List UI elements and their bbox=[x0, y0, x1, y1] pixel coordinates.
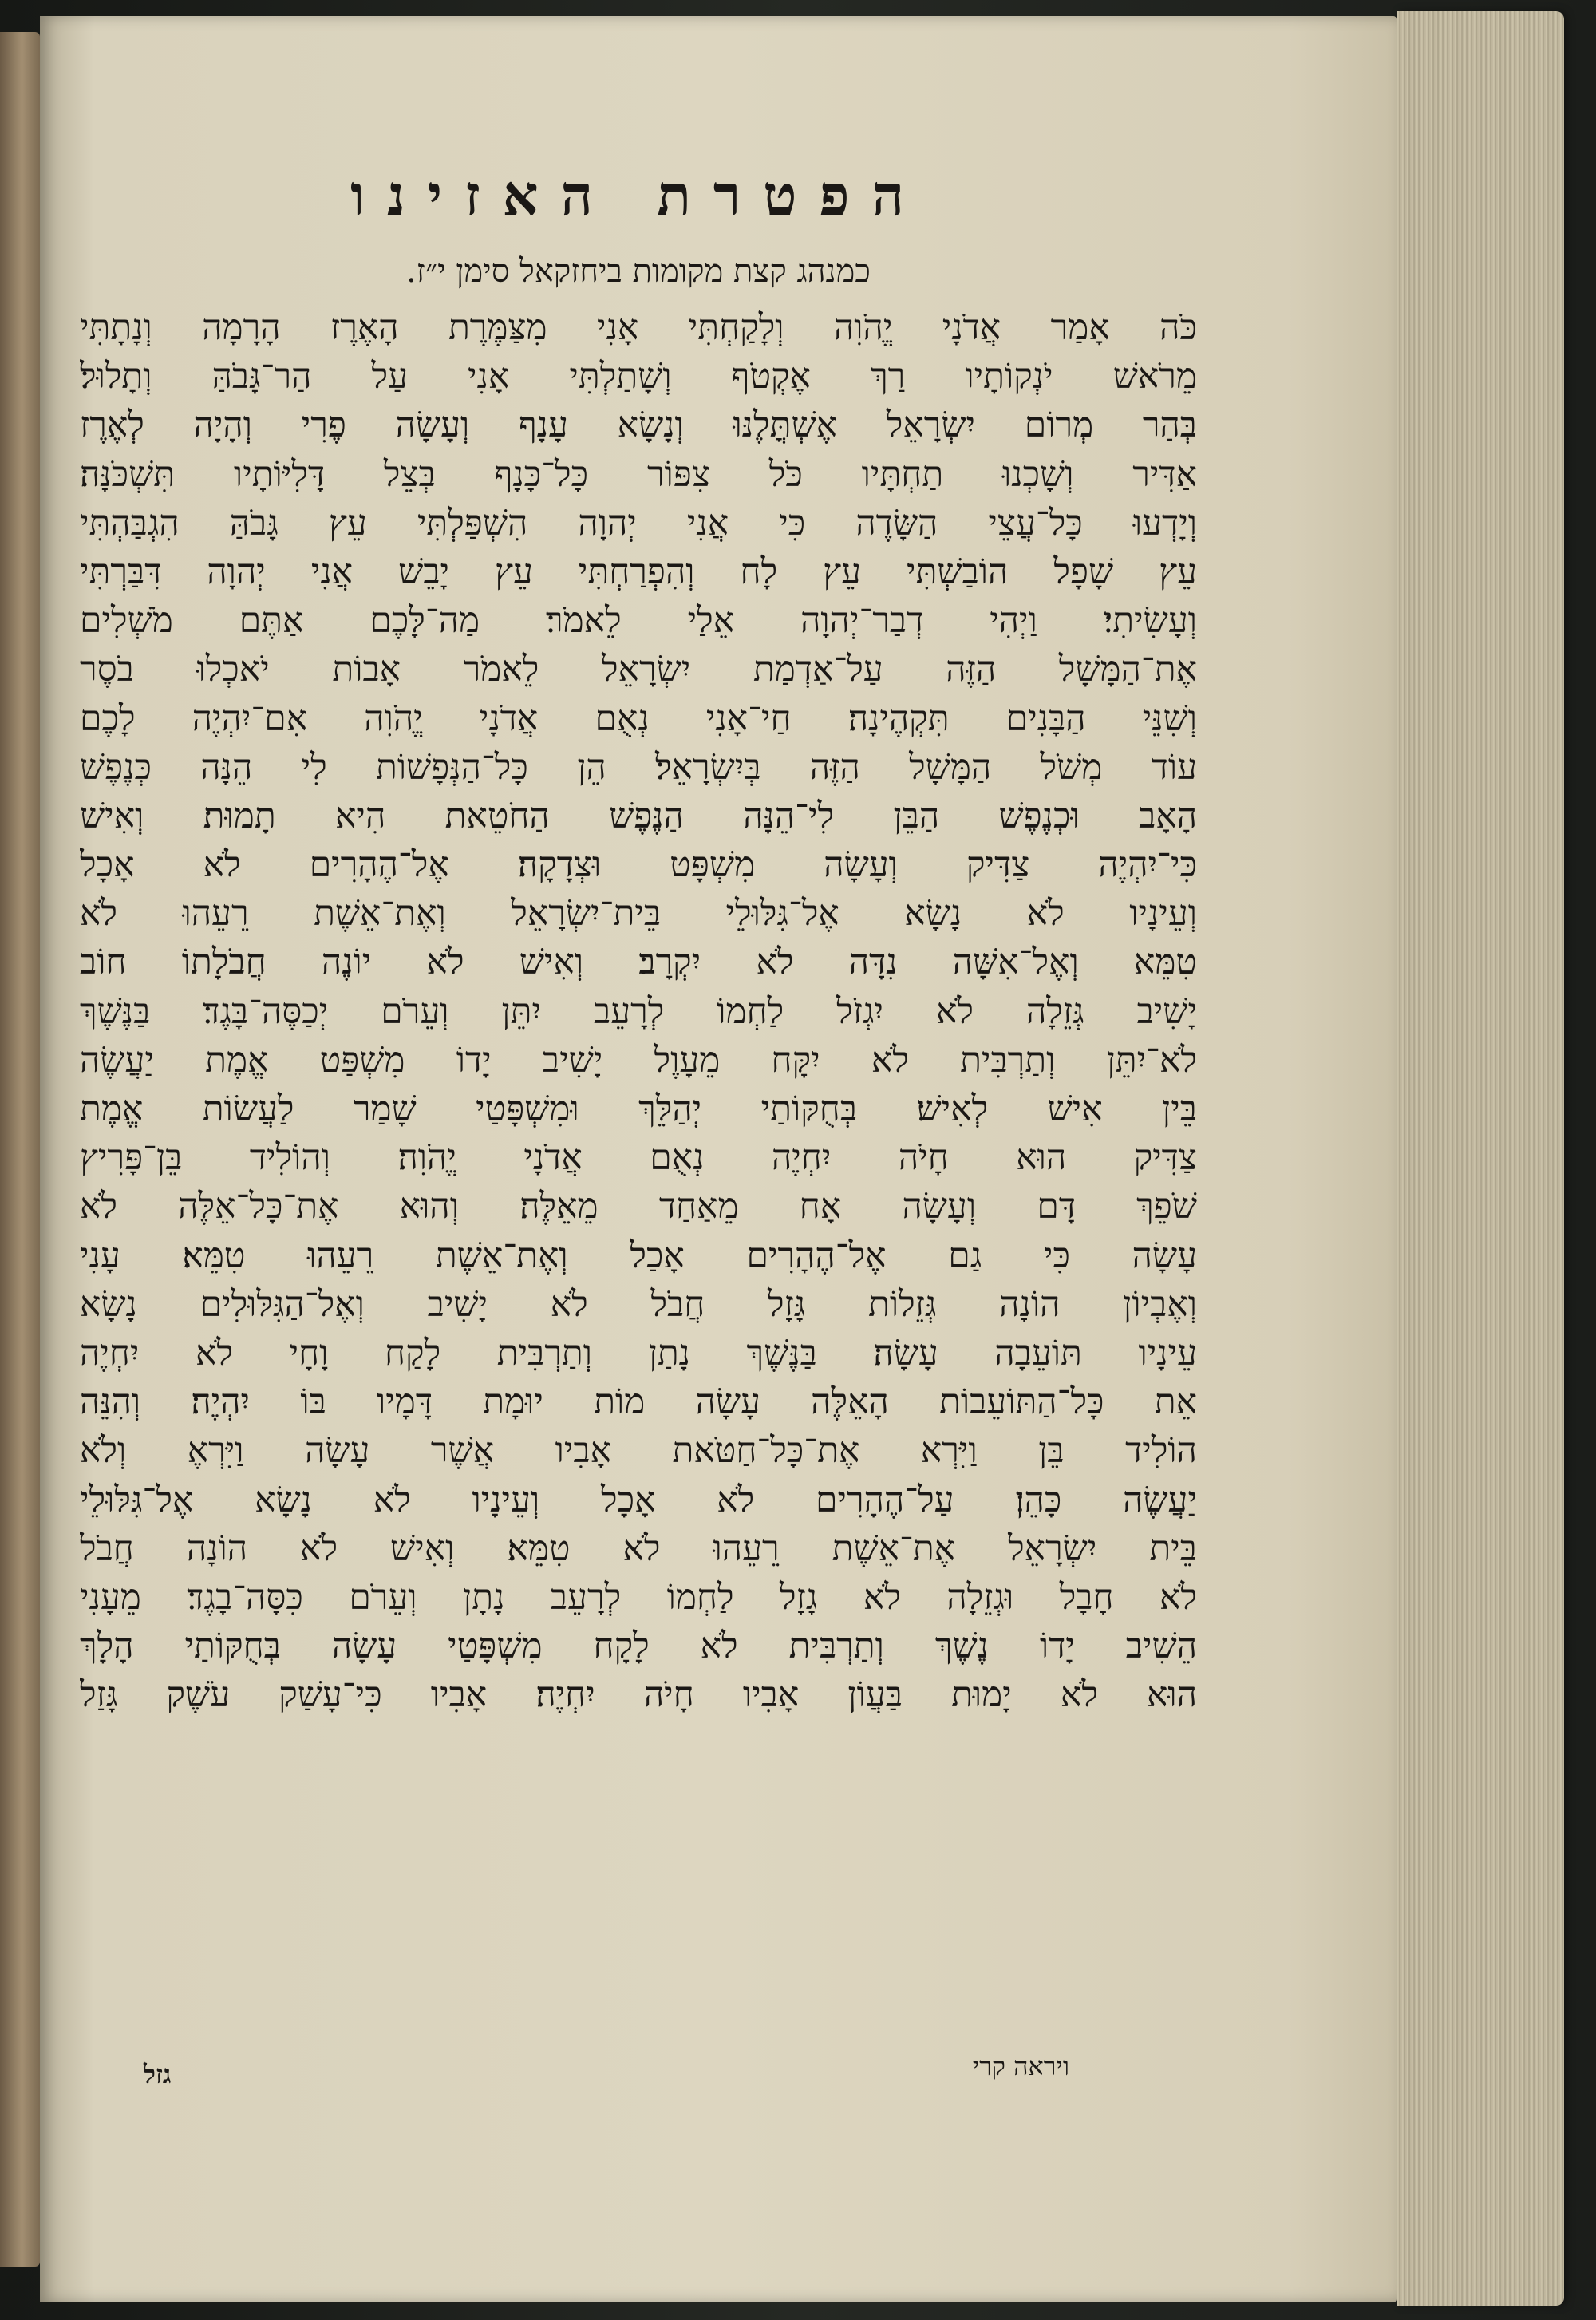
text-line: לֹא־יִתֵּן וְתַרְבִּית לֹא יִקָּח מֵעָוֶל יָשִׁיב יָדוֹ מִשְׁפַּט אֱמֶת יַעֲשֶׂה bbox=[80, 1039, 1197, 1081]
text-line: לֹא חָבָל וּגְזֵלָה לֹא גָזָל לַחְמוֹ לְרָעֵב נָתָן וְעֵרֹם כִּסָּה־בָגֶד׃ מֵעָנִי bbox=[80, 1576, 1197, 1618]
text-line: בֵּין אִישׁ לְאִישׁ׃ בְּחֻקּוֹתַי יְהַלֵּךְ וּמִשְׁפָּטַי שָׁמַר לַעֲשׂוֹת אֱמֶת bbox=[80, 1089, 1197, 1129]
text-line: וְעָשִׂיתִי׃ וַיְהִי דְבַר־יְהוָה אֵלַי לֵאמֹר׃ מַה־לָּכֶם אַתֶּם מֹשְׁלִים bbox=[80, 600, 1197, 642]
catchword: גזל bbox=[144, 2059, 172, 2089]
text-line: עֵינָיו תּוֹעֵבָה עָשָׂה׃ בַּנֶּשֶׁךְ נָתַן וְתַרְבִּית לָקַח וָחָי לֹא יִחְיֶה bbox=[80, 1332, 1197, 1373]
page-subtitle: כמנהג קצת מקומות ביחזקאל סימן י״ז. bbox=[406, 253, 871, 290]
text-line: בְּהַר מְרוֹם יִשְׂרָאֵל אֶשְׁתֳּלֶנּוּ וְנָשָׂא עָנָף וְעָשָׂה פֶרִי וְהָיָה לְאֶרֶז bbox=[80, 405, 1197, 446]
text-line: צַדִּיק הוּא חָיֹה יִחְיֶה נְאֻם אֲדֹנָי יֱהֹוִה׃ וְהוֹלִיד בֵּן־פָּרִיץ bbox=[80, 1137, 1197, 1179]
text-line: וְאֶבְיוֹן הוֹנָה גְּזֵלוֹת גָּזָל חֲבֹל לֹא יָשִׁיב וְאֶל־הַגִּלּוּלִים נָשָׂא bbox=[80, 1283, 1197, 1325]
text-line: אֶת־הַמָּשָׁל הַזֶּה עַל־אַדְמַת יִשְׂרָאֵל לֵאמֹר אָבוֹת יֹאכְלוּ בֹסֶר bbox=[80, 649, 1197, 690]
text-line: הוּא לֹא יָמוּת בַּעֲוֹן אָבִיו חָיֹה יִחְיֶה׃ אָבִיו כִּי־עָשַׁק עֹשֶׁק גָּזַל bbox=[80, 1674, 1197, 1716]
left-page-edge bbox=[0, 32, 40, 2267]
text-line: מֵרֹאשׁ יֹנְקוֹתָיו רַךְ אֶקְטֹף וְשָׁתַלְתִּי אָנִי עַל הַר־גָּבֹהַּ וְתָלוּל׃ bbox=[80, 356, 1197, 397]
text-line: הֵשִׁיב יָדוֹ נֶשֶׁךְ וְתַרְבִּית לֹא לָקָח מִשְׁפָּטַי עָשָׂה בְּחֻקּוֹתַי הָלָךְ bbox=[80, 1626, 1197, 1667]
page-stack bbox=[1396, 11, 1564, 2306]
text-line: עֵץ שָׁפָל הוֹבַשְׁתִּי עֵץ לָח וְהִפְרַחְתִּי עֵץ יָבֵשׁ אֲנִי יְהוָה דִּבַּרְתִּי bbox=[80, 551, 1197, 592]
text-line: הוֹלִיד בֵּן וַיִּרְא אֶת־כָּל־חַטֹּאת אָבִיו אֲשֶׁר עָשָׂה וַיִּרְאֶ וְלֹא bbox=[80, 1430, 1197, 1472]
text-line: אֵת כָּל־הַתּוֹעֵבוֹת הָאֵלֶּה עָשָׂה מוֹת יוּמָת דָּמָיו בּוֹ יִהְיֶה׃ וְהִנֵּה bbox=[80, 1381, 1197, 1423]
qere-note: ויראה קרי bbox=[972, 2051, 1069, 2081]
text-line: עָשָׂה כִּי גַם אֶל־הֶהָרִים אָכַל וְאֶת־אֵשֶׁת רֵעֵהוּ טִמֵּא׃ עָנִי bbox=[80, 1235, 1197, 1276]
text-line: טִמֵּא וְאֶל־אִשָּׁה נִדָּה לֹא יִקְרָב׃ וְאִישׁ לֹא יוֹנֶה חֲבֹלָתוֹ חוֹב bbox=[80, 942, 1197, 983]
text-line: כֹּה אָמַר אֲדֹנָי יֱהֹוִה וְלָקַחְתִּי אָנִי מִצַּמֶּרֶת הָאֶרֶז הָרָמָה וְנָתָתִּי bbox=[80, 307, 1197, 348]
page-footer bbox=[80, 2051, 1197, 2099]
text-line: עוֹד מְשֹׁל הַמָּשָׁל הַזֶּה בְּיִשְׂרָאֵל׃ הֵן כָּל־הַנְּפָשׁוֹת לִי הֵנָּה כְּנֶפֶשׁ bbox=[80, 746, 1197, 788]
text-line: הָאָב וּכְנֶפֶשׁ הַבֵּן לִי־הֵנָּה הַנֶּפֶשׁ הַחֹטֵאת הִיא תָמוּת׃ וְאִישׁ bbox=[80, 795, 1197, 836]
body-text bbox=[80, 303, 1197, 1719]
text-line: וְעֵינָיו לֹא נָשָׂא אֶל־גִּלּוּלֵי בֵּית־יִשְׂרָאֵל וְאֶת־אֵשֶׁת רֵעֵהוּ לֹא bbox=[80, 893, 1197, 935]
text-line: כִּי־יִהְיֶה צַדִּיק וְעָשָׂה מִשְׁפָּט וּצְדָקָה׃ אֶל־הֶהָרִים לֹא אָכָל bbox=[80, 844, 1197, 886]
text-line: שֹׁפֵךְ דָּם וְעָשָׂה אָח מֵאַחַד מֵאֵלֶּה׃ וְהוּא אֶת־כָּל־אֵלֶּה לֹא bbox=[80, 1186, 1197, 1227]
page-title: הפטרת האזינו bbox=[350, 162, 926, 228]
page-text bbox=[80, 128, 1197, 1719]
text-line: יַעֲשֶׂה כָּהֵן׃ עַל־הֶהָרִים לֹא אָכָל וְעֵינָיו לֹא נָשָׂא אֶל־גִּלּוּלֵי bbox=[80, 1479, 1197, 1520]
text-line: אַדִּיר וְשָׁכְנוּ תַחְתָּיו כֹּל צִפּוֹר כָּל־כָּנָף בְּצֵל דָּלִיּוֹתָיו תִּשְׁכֹּנָּה׃ bbox=[80, 453, 1197, 495]
text-line: וְיָדְעוּ כָּל־עֲצֵי הַשָּׂדֶה כִּי אֲנִי יְהוָה הִשְׁפַּלְתִּי עֵץ גָּבֹהַּ הִגְבַּהְתִּי bbox=[80, 502, 1197, 543]
text-line: וְשִׁנֵּי הַבָּנִים תִּקְהֶינָה׃ חַי־אָנִי נְאֻם אֲדֹנָי יֱהֹוִה אִם־יִהְיֶה לָכֶם bbox=[80, 698, 1197, 739]
text-line: יָשִׁיב גְּזֵלָה לֹא יִגְזֹל לַחְמוֹ לְרָעֵב יִתֵּן וְעֵרֹם יְכַסֶּה־בָּגֶד׃ בַּנֶּשֶׁךְ bbox=[80, 990, 1197, 1032]
text-line: בֵּית יִשְׂרָאֵל אֶת־אֵשֶׁת רֵעֵהוּ לֹא טִמֵּא׃ וְאִישׁ לֹא הוֹנָה חֲבֹל bbox=[80, 1528, 1197, 1569]
